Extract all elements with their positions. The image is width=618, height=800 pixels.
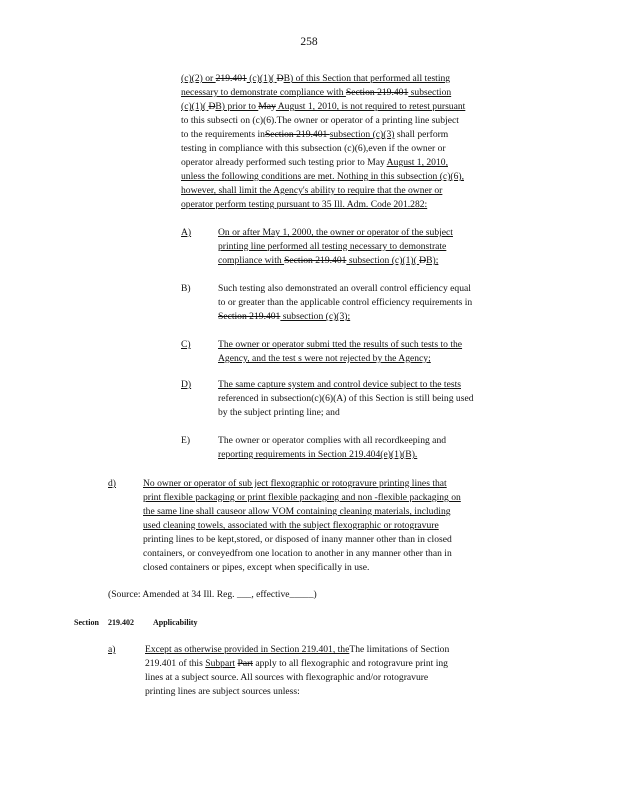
inserted-text: Subpart	[205, 658, 236, 669]
text-run: to the requirements in	[181, 129, 265, 140]
deleted-text: D	[419, 255, 427, 266]
item-text	[143, 477, 536, 575]
inserted-text: August 1, 2010,	[386, 157, 448, 168]
inserted-text: August 1, 2010, is not required to retest pursuant	[275, 101, 466, 112]
deleted-text: Section 219.401	[345, 87, 409, 98]
intro-line	[181, 156, 511, 170]
inserted-text: (c)(1)(	[181, 101, 209, 112]
inserted-text: subsection	[408, 87, 452, 98]
inserted-text: the same line shall causeor allow VOM containing cleaning materials, including	[143, 506, 451, 517]
item-label: B)	[181, 283, 191, 294]
inserted-text: print flexible packaging or print flexible packaging and non -flexible packaging on	[143, 492, 461, 503]
text-line	[143, 477, 536, 491]
text-line	[218, 240, 537, 254]
inserted-text: On or after May 1, 2000, the owner or operator of the subject	[218, 227, 453, 238]
deleted-text: Part	[237, 658, 253, 669]
text-line	[145, 671, 515, 685]
intro-paragraph	[181, 72, 511, 212]
text-run: apply to all flexographic and rotogravure print ing	[252, 658, 448, 669]
text-run: by the subject printing line; and	[218, 407, 340, 418]
text-line	[218, 352, 537, 366]
text-run: printing lines are subject sources unless:	[145, 686, 300, 697]
item-label: E)	[181, 435, 191, 446]
deleted-text: D	[276, 73, 284, 84]
text-run: lines at a subject source. All sources with flexographic and/or rotogravure	[145, 672, 429, 683]
text-run: ) of this Section that performed all testing	[289, 73, 451, 84]
item-text	[218, 338, 537, 366]
text-line	[218, 254, 537, 268]
text-run: necessary to demonstrate compliance with	[181, 87, 346, 98]
inserted-text: subsection (c)(1)(	[346, 255, 420, 266]
text-line	[218, 378, 537, 392]
text-run: printing lines to be kept,stored, or disposed of inany manner other than in closed	[143, 534, 452, 545]
text-run: (c)(2) or	[181, 73, 216, 84]
text-line	[218, 406, 537, 420]
page-number: 258	[300, 36, 318, 48]
text-run: The limitations of Section	[349, 644, 450, 655]
text-line	[143, 561, 536, 575]
intro-line	[181, 128, 511, 142]
text-line	[143, 491, 536, 505]
section-title: Applicability	[153, 618, 198, 627]
intro-line: unless the following conditions are met. Nothing in this subsection (c)(6),	[181, 171, 464, 182]
item-text	[145, 643, 515, 699]
intro-line	[181, 86, 511, 100]
deleted-text: May	[258, 101, 276, 112]
section-heading	[74, 618, 197, 627]
inserted-text: subsection (c)(3);	[280, 311, 351, 322]
text-line	[218, 392, 537, 406]
text-line	[143, 505, 536, 519]
intro-line	[181, 72, 511, 86]
text-line	[218, 434, 537, 448]
intro-line: testing in compliance with this subsection (c)(6),even if the owner or	[181, 143, 446, 154]
inserted-text: B);	[426, 255, 439, 266]
inserted-text: The owner or operator submi tted the results of such tests to the	[218, 339, 463, 350]
inserted-text: The same capture system and control device subject to the tests	[218, 379, 461, 390]
deleted-text: Section 219.401	[218, 311, 281, 322]
section-number: 219.402	[108, 618, 134, 627]
intro-line: to this subsecti on (c)(6).The owner or operator of a printing line subject	[181, 115, 459, 126]
text-run: The owner or operator complies with all recordkeeping and	[218, 435, 447, 446]
text-line	[145, 643, 515, 657]
inserted-text: B	[283, 73, 290, 84]
text-line	[218, 310, 537, 324]
inserted-text: printing line performed all testing necessary to demonstrate	[218, 241, 447, 252]
text-run: referenced in subsection(c)(6)(A) of this Section is still being used	[218, 393, 474, 404]
text-line	[218, 338, 537, 352]
inserted-text: subsection (c)(3)	[329, 129, 395, 140]
deleted-text: Section 219.401	[264, 129, 330, 140]
text-line	[218, 296, 537, 310]
item-label: D)	[181, 379, 192, 390]
text-run: to or greater than the applicable control efficiency requirements in	[218, 297, 473, 308]
intro-line: operator perform testing pursuant to 35 Ill. Adm. Code 201.282:	[181, 199, 428, 210]
text-line	[143, 547, 536, 561]
text-run: Such testing also demonstrated an overall control efficiency equal	[218, 283, 471, 294]
text-line	[145, 657, 515, 671]
inserted-text: compliance with	[218, 255, 285, 266]
item-text	[218, 434, 537, 462]
item-text	[218, 226, 537, 268]
text-run: operator already performed such testing prior to May	[181, 157, 387, 168]
text-run: containers, or conveyedfrom one location to another in any manner other than in	[143, 548, 452, 559]
inserted-text: No owner or operator of sub ject flexographic or rotogravure printing lines that	[143, 478, 447, 489]
item-label: A)	[181, 227, 192, 238]
text-run: (c)(1)(	[246, 73, 277, 84]
text-line	[218, 448, 537, 462]
inserted-text: Except as otherwise provided in Section 219.401, the	[145, 644, 350, 655]
item-label: C)	[181, 339, 191, 350]
item-text	[218, 378, 537, 420]
text-line	[218, 282, 537, 296]
deleted-text: D	[208, 101, 216, 112]
text-line	[145, 685, 515, 699]
text-run: 219.401 of this	[145, 658, 206, 669]
item-label: d)	[108, 478, 116, 489]
inserted-text: Agency, and the test s were not rejected by the Agency;	[218, 353, 431, 364]
intro-line: however, shall limit the Agency's ability to require that the owner or	[181, 185, 443, 196]
text-run: shall perform	[394, 129, 449, 140]
item-label: a)	[108, 644, 116, 655]
intro-line	[181, 100, 511, 114]
deleted-text: Section 219.401	[284, 255, 347, 266]
text-line	[143, 533, 536, 547]
inserted-text: used cleaning towels, associated with the subject flexographic or rotogravure	[143, 520, 439, 531]
item-text	[218, 282, 537, 324]
section-word: Section	[74, 618, 99, 627]
text-run: closed containers or pipes, except when specifically in use.	[143, 562, 370, 573]
deleted-text: 219.401	[215, 73, 247, 84]
source-note: (Source: Amended at 34 Ill. Reg. ___, effective_____)	[108, 589, 317, 600]
text-line	[143, 519, 536, 533]
inserted-text: B) prior to	[215, 101, 259, 112]
inserted-text: reporting requirements in Section 219.404(e)(1)(B).	[218, 449, 418, 460]
text-line	[218, 226, 537, 240]
